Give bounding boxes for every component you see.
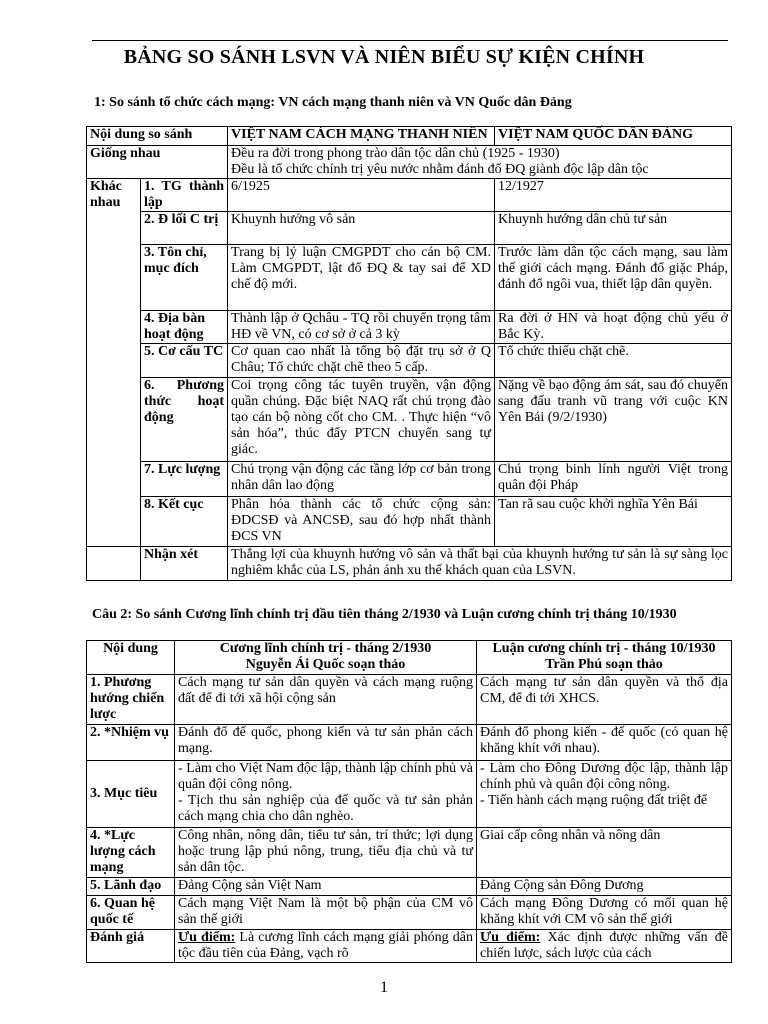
diff-row-label: 2. Đ lối C trị xyxy=(141,212,228,245)
question-1-heading: 1: So sánh tổ chức cách mạng: VN cách mạng thanh niên và VN Quốc dân Đảng xyxy=(94,95,572,110)
q2-row-cuong-linh: Đánh đổ đế quốc, phong kiến và tư sản phản cách mạng. xyxy=(175,725,477,761)
similar-text: Đều ra đời trong phong trào dân tộc dân chủ (1925 - 1930) Đều là tổ chức chính trị yêu nước nhằm đánh đổ ĐQ giành độc lập dân tộc xyxy=(228,146,732,179)
q2-row-cuong-linh: Đảng Cộng sản Việt Nam xyxy=(175,878,477,896)
similar-label: Giống nhau xyxy=(87,146,228,179)
diff-label: Khác nhau xyxy=(87,179,141,547)
diff-row-vncmtn: Cơ quan cao nhất là tổng bộ đặt trụ sở ở Q Châu; Tổ chức chặt chẽ theo 5 cấp. xyxy=(228,344,495,378)
diff-row-label: 7. Lực lượng xyxy=(141,462,228,497)
diff-row-vncmtn: Chú trọng vận động các tầng lớp cơ bản trong nhân dân lao động xyxy=(228,462,495,497)
cuong-linh-author: Nguyễn Ái Quốc soạn thảo xyxy=(245,657,406,672)
q2-row-luan-cuong: Đảng Cộng sản Đông Dương xyxy=(477,878,732,896)
table2-header-cuong-linh xyxy=(175,641,477,675)
luan-cuong-title: Luận cương chính trị - tháng 10/1930 xyxy=(492,641,716,656)
remark-text: Thắng lợi của khuynh hướng vô sản và thất bại của khuynh hướng tư sản là sự sàng lọc nghiêm khắc của LS, phản ánh xu thế khách quan của LSVN. xyxy=(228,547,732,581)
eval-cuong-linh-lead: Ưu điểm: xyxy=(178,930,236,945)
q2-row-label: 3. Mục tiêu xyxy=(87,761,175,828)
diff-row-vnqdd: Chú trọng binh lính người Việt trong quân đội Pháp xyxy=(495,462,732,497)
comparison-table-2 xyxy=(86,640,732,963)
table2-header-content: Nội dung xyxy=(87,641,175,675)
diff-row-vnqdd: Khuynh hướng dân chủ tư sản xyxy=(495,212,732,245)
table1-header-content: Nội dung so sánh xyxy=(87,127,228,146)
diff-row-vnqdd: Tan rã sau cuộc khởi nghĩa Yên Bái xyxy=(495,497,732,547)
diff-row-vnqdd: 12/1927 xyxy=(495,179,732,212)
diff-row-vncmtn: Khuynh hướng vô sản xyxy=(228,212,495,245)
q2-row-luan-cuong: - Làm cho Đông Dương độc lập, thành lập chính phủ và quân đội công nông. - Tiến hành cách mạng ruộng đất triệt để xyxy=(477,761,732,828)
page-number: 1 xyxy=(380,979,388,996)
eval-label: Đánh giá xyxy=(87,930,175,963)
diff-row-vncmtn: Thành lập ở Qchâu - TQ rồi chuyển trọng tâm HĐ về VN, có cơ sở ở cả 3 kỳ xyxy=(228,311,495,344)
luan-cuong-author: Trần Phú soạn thảo xyxy=(545,657,663,672)
table1-header-vncmtn: VIỆT NAM CÁCH MẠNG THANH NIÊN xyxy=(228,127,495,146)
q2-row-label: 6. Quan hệ quốc tế xyxy=(87,896,175,930)
q2-row-luan-cuong: Giai cấp công nhân và nông dân xyxy=(477,828,732,878)
q2-row-luan-cuong: Đánh đổ phong kiến - đế quốc (có quan hệ khăng khít với nhau). xyxy=(477,725,732,761)
q2-row-cuong-linh: - Làm cho Việt Nam độc lập, thành lập chính phủ và quân đội công nông. - Tịch thu sản nghiệp của đế quốc và tư sản phản cách mạng chia cho dân nghèo. xyxy=(175,761,477,828)
diff-row-vnqdd: Tổ chức thiếu chặt chẽ. xyxy=(495,344,732,378)
cuong-linh-title: Cương lĩnh chính trị - tháng 2/1930 xyxy=(219,641,432,656)
table2-header-luan-cuong xyxy=(477,641,732,675)
q2-row-label: 5. Lãnh đạo xyxy=(87,878,175,896)
q2-row-label: 2. *Nhiệm vụ xyxy=(87,725,175,761)
comparison-table-1 xyxy=(86,126,732,581)
q2-row-label: 1. Phương hướng chiến lược xyxy=(87,675,175,725)
q2-row-luan-cuong: Cách mạng Đông Dương có mối quan hệ khăng khít với CM vô sản thế giới xyxy=(477,896,732,930)
diff-row-label: 6. Phương thức hoạt động xyxy=(141,378,228,462)
eval-luan-cuong xyxy=(477,930,732,963)
diff-row-vnqdd: Trước làm dân tộc cách mạng, sau làm thế giới cách mạng. Đánh đổ giặc Pháp, đánh đổ ngôi vua, thiết lập dân quyền. xyxy=(495,245,732,311)
diff-row-label: 3. Tôn chỉ, mục đích xyxy=(141,245,228,311)
remark-label: Nhận xét xyxy=(141,547,228,581)
eval-luan-cuong-text: Xác định được những vấn đề chiến lược, sách lược của cách xyxy=(480,930,728,961)
diff-row-label: 4. Địa bàn hoạt động xyxy=(141,311,228,344)
table1-header-vnqdd: VIỆT NAM QUỐC DÂN ĐẢNG xyxy=(495,127,732,146)
diff-row-vnqdd: Ra đời ở HN và hoạt động chủ yếu ở Bắc Kỳ. xyxy=(495,311,732,344)
diff-row-vncmtn: Coi trọng công tác tuyên truyền, vận động quần chúng. Đặc biệt NAQ rất chú trọng đào tạo cán bộ nòng cốt cho CM. . Thực hiện “vô sản hóa”, thúc đẩy PTCN chuyển sang tự giác. xyxy=(228,378,495,462)
diff-row-label: 5. Cơ cấu TC xyxy=(141,344,228,378)
q2-row-label: 4. *Lực lượng cách mạng xyxy=(87,828,175,878)
document-title: BẢNG SO SÁNH LSVN VÀ NIÊN BIỂU SỰ KIỆN CHÍNH xyxy=(123,46,645,68)
diff-row-vnqdd: Nặng về bạo động ám sát, sau đó chuyển sang đấu tranh vũ trang với cuộc KN Yên Bái (9/2/1930) xyxy=(495,378,732,462)
diff-row-label: 1. TG thành lập xyxy=(141,179,228,212)
eval-luan-cuong-lead: Ưu điểm: xyxy=(480,930,541,945)
eval-cuong-linh xyxy=(175,930,477,963)
header-rule xyxy=(92,40,728,41)
q2-row-cuong-linh: Công nhân, nông dân, tiểu tư sản, trí thức; lợi dụng hoặc trung lập phú nông, trung, tiểu địa chủ và tư sản dân tộc. xyxy=(175,828,477,878)
q2-row-cuong-linh: Cách mạng tư sản dân quyền và cách mạng ruộng đất để đi tới xã hội cộng sản xyxy=(175,675,477,725)
diff-row-vncmtn: Phân hóa thành các tổ chức cộng sản: ĐDCSĐ và ANCSĐ, sau đó hợp nhất thành ĐCS VN xyxy=(228,497,495,547)
diff-row-vncmtn: 6/1925 xyxy=(228,179,495,212)
question-2-heading: Câu 2: So sánh Cương lĩnh chính trị đầu tiên tháng 2/1930 và Luận cương chính trị tháng 10/1930 xyxy=(92,607,677,622)
diff-row-label: 8. Kết cục xyxy=(141,497,228,547)
q2-row-luan-cuong: Cách mạng tư sản dân quyền và thổ địa CM, để đi tới XHCS. xyxy=(477,675,732,725)
eval-cuong-linh-text: Là cương lĩnh cách mạng giải phóng dân tộc đầu tiên của Đảng, vạch rõ xyxy=(178,930,473,961)
diff-row-vncmtn: Trang bị lý luận CMGPDT cho cán bộ CM. Làm CMGPDT, lật đổ ĐQ & tay sai để XD chế độ mới. xyxy=(228,245,495,311)
q2-row-cuong-linh: Cách mạng Việt Nam là một bộ phận của CM vô sản thế giới xyxy=(175,896,477,930)
